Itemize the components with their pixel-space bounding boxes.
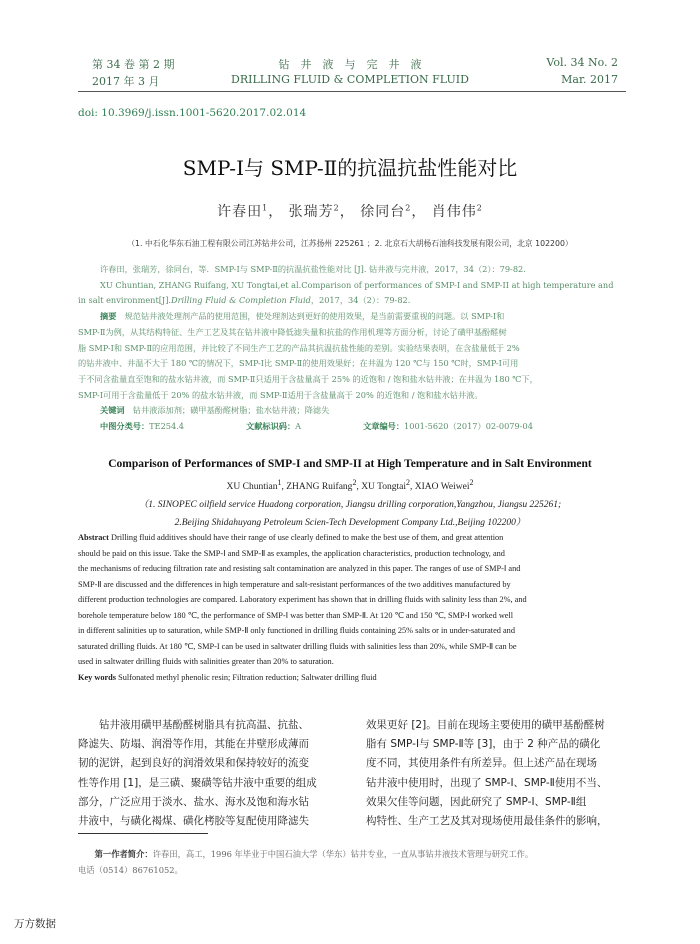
footnote-line: 电话（0514）86761052。 — [78, 865, 183, 875]
english-affiliation-2: 2.Beijing Shidahuyang Petroleum Scien-Tech Development Company Ltd.,Beijing 102200） — [174, 518, 526, 528]
english-title: Comparison of Performances of SMP-I and SMP-II at High Temperature and in Salt Environment — [108, 458, 592, 470]
article-number-label: 文章编号： — [363, 421, 405, 432]
article-number-value: 1001-5620（2017）02-0079-04 — [404, 421, 533, 432]
citation-en-part: in salt environment[J]. — [78, 295, 172, 306]
abstract-cn-line: 脂 SMP-Ⅰ和 SMP-Ⅱ的应用范围，并比较了不同生产工艺的产品其抗温抗盐性能的差别。实验结果表明，在含盐量低于 2% — [78, 342, 520, 353]
abstract-en-line: different production technologies are compared. Laboratory experiment has shown that in drilling fluids with salinity less than 2%, and — [78, 595, 527, 604]
abstract-cn-line: 的钻井液中、井温不大于 180 ℃的情况下，SMP-Ⅰ比 SMP-Ⅱ的使用效果好；在井温为 120 ℃与 150 ℃时，SMP-Ⅰ可用 — [78, 358, 519, 369]
citation-en-line: XU Chuntian, ZHANG Ruifang, XU Tongtai,et al.Comparison of performances of SMP-I and SMP-II at high temperature and — [100, 279, 614, 290]
citation-journal: Drilling Fluid & Completion Fluid — [171, 295, 311, 306]
author-name: 徐同台 — [360, 204, 406, 220]
body-line: 井液中，与磺化褐煤、磺化栲胶等复配使用降滤失 — [78, 815, 309, 828]
abstract-en-line: borehole temperature below 180 ℃, the performance of SMP-Ⅰ was better than SMP-Ⅱ. At 120 ℃ and 150 ℃, SMP-Ⅰ worked well — [78, 610, 514, 620]
keywords-en-label: Key words — [78, 672, 117, 682]
abstract-en-line: SMP-Ⅱ are discussed and the differences in high temperature and salt-resistant performances of the two additives manufactured by — [78, 579, 511, 589]
author-name-en: XIAO Weiwei — [414, 482, 470, 493]
abstract-en-line: in different salinities up to saturation, while SMP-Ⅱ only functioned in drilling fluids containing 25% salts or in under-saturated and — [78, 626, 515, 635]
clc-label: 中图分类号： — [100, 421, 150, 432]
abstract-cn-line — [78, 309, 626, 325]
doc-code-label: 文献标识码： — [246, 421, 296, 432]
citation-cn: 许春田，张瑞芳，徐同台，等．SMP-Ⅰ与 SMP-Ⅱ的抗温抗盐性能对比 [J]. 钻井液与完井液，2017，34（2）：79-82. — [100, 264, 526, 274]
abstract-en-line — [78, 530, 626, 546]
abstract-en-line: used in saltwater drilling fluids with salinities greater than 20% to saturation. — [78, 657, 334, 666]
journal-name-en: DRILLING FLUID & COMPLETION FLUID — [231, 73, 469, 86]
citation-en-part: ，2017，34（2）：79-82. — [310, 295, 411, 306]
body-line: 性等作用 [1]，是三磺、聚磺等钻井液中重要的组成 — [78, 776, 317, 789]
footnote-line — [78, 846, 626, 862]
volume-issue: 第 34 卷 第 2 期 — [92, 58, 175, 71]
author-affil-mark: 2 — [406, 478, 410, 487]
body-line: 脂有 SMP-Ⅰ与 SMP-Ⅱ等 [3]，由于 2 种产品的磺化 — [366, 738, 601, 751]
author-affil-mark: 2 — [405, 203, 412, 213]
paper-title: SMP-Ⅰ与 SMP-Ⅱ的抗温抗盐性能对比 — [182, 156, 518, 180]
english-author-list: XU Chuntian$^1$, ZHANG Ruifang$^2$, XU Tongtai$^2$, XIAO Weiwei$^2$ — [226, 478, 474, 493]
body-line: 韧的泥饼，起到良好的润滑效果和保持较好的流变 — [78, 757, 309, 770]
doi: doi: 10.3969/j.issn.1001-5620.2017.02.014 — [78, 107, 307, 119]
wanfang-watermark: 万方数据 — [14, 918, 56, 930]
body-line: 钻井液中使用时，出现了 SMP-Ⅰ、SMP-Ⅱ使用不当、 — [366, 776, 608, 789]
english-affiliation-1: （1. SINOPEC oilfield service Huadong corporation, Jiangsu drilling corporation,Yangzhou, Jiangsu 225261; — [138, 500, 562, 510]
body-line: 度不同，其使用条件有所差异。但上述产品在现场 — [366, 757, 597, 770]
keywords-en — [78, 670, 626, 686]
journal-name-cn: 钻 井 液 与 完 井 液 — [278, 58, 422, 71]
author-affil-mark: 2 — [469, 478, 474, 487]
author-name: 张瑞芳 — [288, 204, 334, 220]
keywords-en-text: Sulfonated methyl phenolic resin; Filtration reduction; Saltwater drilling fluid — [118, 672, 377, 682]
keywords-cn-label: 关键词 — [100, 405, 125, 416]
body-column-right — [366, 716, 624, 831]
body-line: 降滤失、防塌、润滑等作用，其能在井壁形成薄而 — [78, 738, 309, 751]
affiliation-cn: （1. 中石化华东石油工程有限公司江苏钻井公司，江苏扬州 225261 ；2. 北京石大胡杨石油科技发展有限公司，北京 102200） — [127, 239, 573, 248]
author-list: 许春田$^1$， 张瑞芳$^2$， 徐同台$^2$， 肖伟伟$^2$ — [217, 203, 483, 220]
abstract-cn-line: SMP-Ⅱ为例，从其结构特征、生产工艺及其在钻井液中降低滤失量和抗盐的作用机理等方面分析，讨论了磺甲基酚醛树 — [78, 326, 507, 337]
author-name-en: ZHANG Ruifang — [286, 482, 353, 493]
footnote-label: 第一作者简介： — [94, 849, 153, 859]
footnote-text: 许春田，高工，1996 年毕业于中国石油大学（华东）钻井专业，一直从事钻井液技术管理与研究工作。 — [152, 849, 534, 859]
classification-line — [78, 419, 626, 435]
author-affil-mark: 2 — [476, 203, 483, 213]
clc-value: TE254.4 — [149, 421, 185, 432]
doc-code-value: A — [295, 421, 302, 432]
author-name: 许春田 — [217, 204, 263, 220]
abstract-cn-line: SMP-Ⅰ可用于含盐量低于 20% 的盐水钻井液，而 SMP-Ⅱ适用于含盐量高于 20% 的近饱和 / 饱和盐水钻井液。 — [78, 389, 483, 400]
abstract-en-line: the mechanisms of reducing filtration rate and resisting salt contamination are analyzed in this paper. The ranges of use of SMP-Ⅰ and — [78, 564, 521, 573]
keywords-cn — [78, 403, 626, 419]
body-line: 部分，广泛应用于淡水、盐水、海水及饱和海水钻 — [78, 795, 309, 808]
publication-date-en: Mar. 2017 — [561, 73, 618, 86]
publication-date: 2017 年 3 月 — [92, 75, 160, 88]
body-line: 钻井液用磺甲基酚醛树脂具有抗高温、抗盐、 — [78, 719, 309, 731]
body-column-left — [78, 716, 336, 831]
abstract-cn-text: 规范钻井液处理剂产品的使用范围，使处理剂达到更好的使用效果，是当前需要重视的问题。以 SMP-Ⅰ和 — [124, 311, 505, 322]
abstract-en-line: should be paid on this issue. Take the SMP-Ⅰ and SMP-Ⅱ as examples, the application characteristics, production technology, and — [78, 548, 505, 558]
abstract-en-label: Abstract — [78, 533, 109, 542]
abstract-cn-line: 于不同含盐量直至饱和的盐水钻井液，而 SMP-Ⅱ只适用于含盐量高于 25% 的近饱和 / 饱和盐水钻井液；在井温为 180 ℃下， — [78, 373, 538, 384]
author-name-en: XU Tongtai — [361, 482, 406, 493]
cn-front-matter — [78, 262, 626, 435]
footnote-rule — [78, 833, 208, 834]
abstract-en-line: saturated drilling fluids. At 180 ℃, SMP-I can be used in saltwater drilling fluids with salinities less than 20%, while SMP-Ⅱ can be — [78, 641, 517, 651]
citation-en-line — [78, 293, 626, 309]
author-affil-mark: 2 — [352, 478, 357, 487]
author-name: 肖伟伟 — [431, 204, 477, 220]
body-line: 效果更好 [2]。目前在现场主要使用的磺甲基酚醛树 — [366, 719, 605, 731]
body-line: 效果欠佳等问题，因此研究了 SMP-Ⅰ、SMP-Ⅱ组 — [366, 795, 587, 808]
abstract-cn-label: 摘要 — [100, 311, 117, 322]
abstract-en-text: Drilling fluid additives should have their range of use clearly defined to make the best use of them, and great attention — [110, 533, 504, 542]
author-name-en: XU Chuntian — [226, 482, 278, 493]
keywords-cn-text: 钻井液添加剂；磺甲基酚醛树脂；盐水钻井液；降滤失 — [132, 405, 330, 416]
body-line: 构特性、生产工艺及其对现场使用最佳条件的影响， — [366, 815, 608, 828]
english-abstract — [78, 530, 626, 685]
author-affil-mark: 1 — [262, 203, 269, 213]
author-affil-mark: 1 — [277, 478, 282, 487]
header-rule — [78, 91, 626, 92]
author-footnote — [78, 846, 626, 878]
author-affil-mark: 2 — [333, 203, 340, 213]
volume-issue-en: Vol. 34 No. 2 — [546, 56, 618, 69]
